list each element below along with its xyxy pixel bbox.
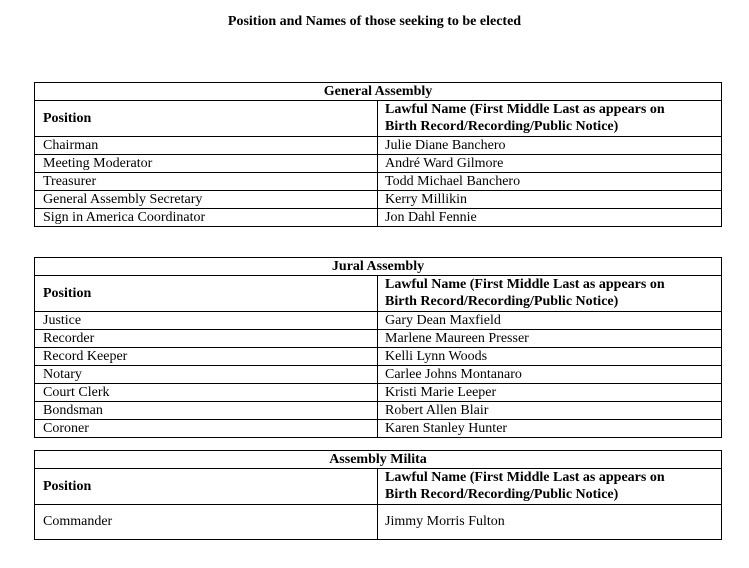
lawful-name-header-line: Birth Record/Recording/Public Notice) <box>385 487 619 502</box>
position-cell: Recorder <box>35 330 378 347</box>
lawful-name-header-line: Lawful Name (First Middle Last as appears on <box>385 277 665 292</box>
table-row <box>35 402 721 420</box>
table-row <box>35 155 721 173</box>
position-cell: Notary <box>35 366 378 383</box>
lawful-name-header-line: Lawful Name (First Middle Last as appears on <box>385 102 665 117</box>
name-cell: Julie Diane Banchero <box>385 138 506 153</box>
general-assembly-table <box>34 82 722 227</box>
section-title: General Assembly <box>35 83 721 101</box>
name-cell: Kelli Lynn Woods <box>385 349 488 364</box>
position-cell: Sign in America Coordinator <box>35 209 378 226</box>
name-cell: Todd Michael Banchero <box>385 174 521 189</box>
position-cell: Commander <box>35 505 378 539</box>
lawful-name-header-line: Birth Record/Recording/Public Notice) <box>385 294 619 309</box>
table-row <box>35 137 721 155</box>
name-cell: André Ward Gilmore <box>385 156 504 171</box>
table-row <box>35 312 721 330</box>
position-cell: Court Clerk <box>35 384 378 401</box>
position-cell: Chairman <box>35 137 378 154</box>
position-cell: Treasurer <box>35 173 378 190</box>
table-header-row <box>35 469 721 505</box>
table-row <box>35 173 721 191</box>
lawful-name-header-line: Lawful Name (First Middle Last as appears on <box>385 470 665 485</box>
name-cell: Kerry Millikin <box>385 192 468 207</box>
name-cell: Carlee Johns Montanaro <box>385 367 522 382</box>
name-cell: Robert Allen Blair <box>385 403 489 418</box>
position-column-header: Position <box>35 469 378 504</box>
table-row <box>35 209 721 226</box>
table-header-row <box>35 101 721 137</box>
document-title: Position and Names of those seeking to be elected <box>227 14 522 29</box>
position-cell: Record Keeper <box>35 348 378 365</box>
lawful-name-header-line: Birth Record/Recording/Public Notice) <box>385 119 619 134</box>
lawful-name-column-header <box>378 469 721 504</box>
position-cell: Bondsman <box>35 402 378 419</box>
lawful-name-column-header <box>378 101 721 136</box>
position-cell: Coroner <box>35 420 378 437</box>
table-row <box>35 384 721 402</box>
name-cell: Kristi Marie Leeper <box>385 385 497 400</box>
table-row <box>35 505 721 539</box>
table-row <box>35 191 721 209</box>
section-title: Assembly Milita <box>35 451 721 469</box>
jural-assembly-table <box>34 257 722 438</box>
name-cell: Jimmy Morris Fulton <box>385 514 505 529</box>
assembly-militia-table <box>34 450 722 540</box>
table-row <box>35 420 721 437</box>
position-cell: Justice <box>35 312 378 329</box>
name-cell: Gary Dean Maxfield <box>385 313 501 328</box>
table-row <box>35 366 721 384</box>
position-cell: General Assembly Secretary <box>35 191 378 208</box>
name-cell: Jon Dahl Fennie <box>385 210 477 225</box>
name-cell: Marlene Maureen Presser <box>385 331 529 346</box>
name-cell: Karen Stanley Hunter <box>385 421 508 436</box>
position-column-header: Position <box>35 101 378 136</box>
lawful-name-column-header <box>378 276 721 311</box>
table-header-row <box>35 276 721 312</box>
section-title: Jural Assembly <box>35 258 721 276</box>
table-row <box>35 330 721 348</box>
table-row <box>35 348 721 366</box>
position-cell: Meeting Moderator <box>35 155 378 172</box>
position-column-header: Position <box>35 276 378 311</box>
